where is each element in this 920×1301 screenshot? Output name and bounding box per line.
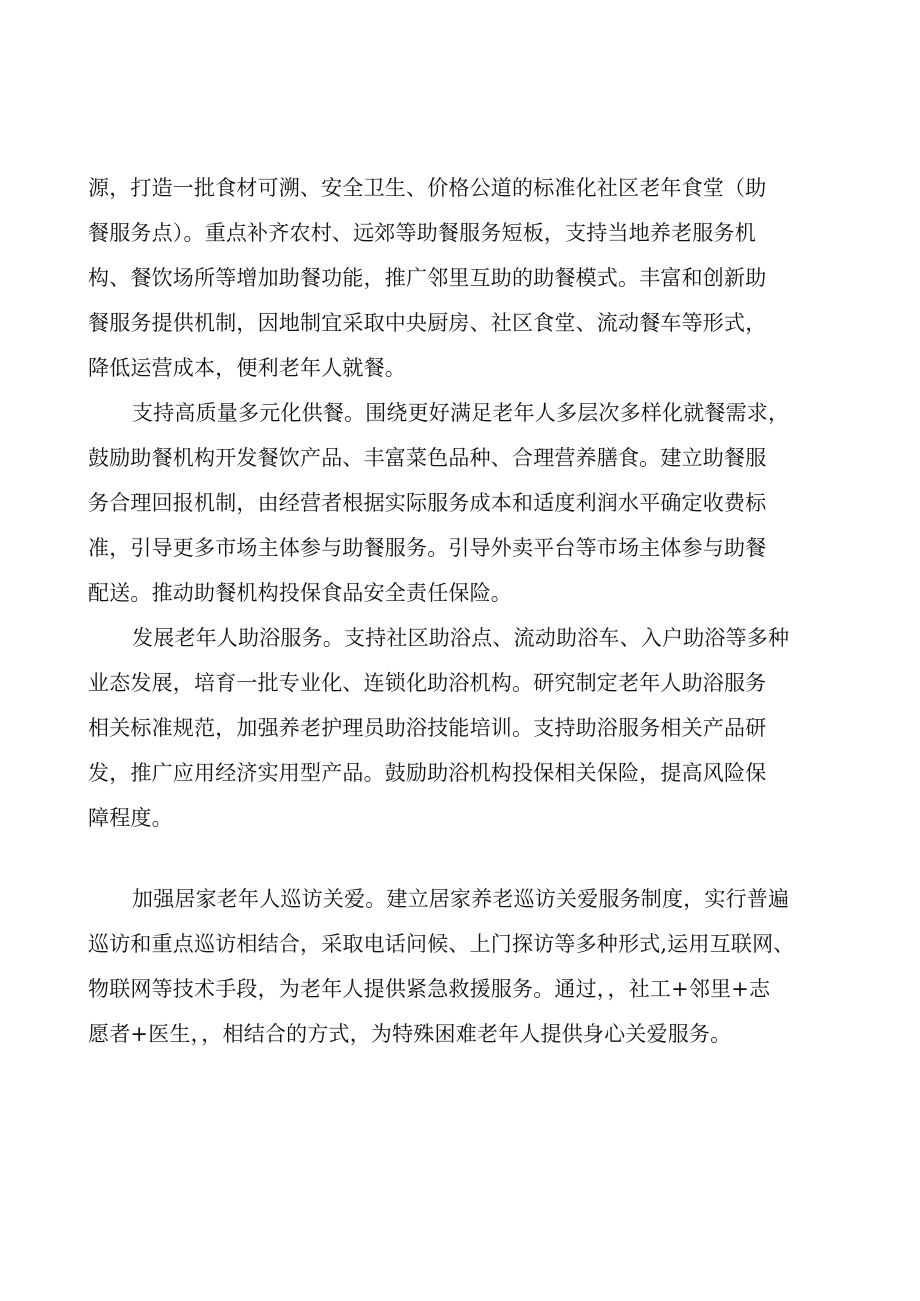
- paragraph-line: 愿者+医生，，相结合的方式，为特殊困难老年人提供身心关爱服务。: [88, 1022, 732, 1046]
- paragraph-line: 障程度。: [88, 806, 173, 830]
- paragraph-line: 餐服务提供机制，因地制宜采取中央厨房、社区食堂、流动餐车等形式，: [88, 311, 767, 335]
- paragraph-line: 巡访和重点巡访相结合，采取电话问候、上门探访等多种形式,运用互联网、: [88, 932, 795, 956]
- paragraph-line: 降低运营成本，便利老年人就餐。: [88, 356, 406, 380]
- paragraph-line: 业态发展，培育一批专业化、连锁化助浴机构。研究制定老年人助浴服务: [88, 671, 767, 695]
- paragraph-line: 发，推广应用经济实用型产品。鼓励助浴机构投保相关保险，提高风险保: [88, 761, 767, 785]
- paragraph-line: 源，打造一批食材可溯、安全卫生、价格公道的标准化社区老年食堂（助: [88, 176, 767, 200]
- paragraph-line: 相关标准规范，加强养老护理员助浴技能培训。支持助浴服务相关产品研: [88, 716, 767, 740]
- paragraph-line: 加强居家老年人巡访关爱。建立居家养老巡访关爱服务制度，实行普遍: [132, 887, 790, 911]
- document-body: [88, 166, 848, 1057]
- paragraph-diversified-meals: [88, 391, 848, 616]
- paragraph-line: 发展老年人助浴服务。支持社区助浴点、流动助浴车、入户助浴等多种: [132, 626, 790, 650]
- paragraph-meal-service-continued: [88, 166, 848, 391]
- paragraph-line: 配送。推动助餐机构投保食品安全责任保险。: [88, 581, 512, 605]
- paragraph-bathing-service: [88, 616, 848, 841]
- paragraph-line: 构、餐饮场所等增加助餐功能，推广邻里互助的助餐模式。丰富和创新助: [88, 266, 767, 290]
- paragraph-spacer: [88, 841, 848, 877]
- paragraph-line: 鼓励助餐机构开发餐饮产品、丰富菜色品种、合理营养膳食。建立助餐服: [88, 446, 767, 470]
- paragraph-visiting-care: [88, 877, 848, 1057]
- paragraph-line: 务合理回报机制，由经营者根据实际服务成本和适度利润水平确定收费标: [88, 491, 767, 515]
- paragraph-line: 餐服务点）。重点补齐农村、远郊等助餐服务短板，支持当地养老服务机: [88, 221, 756, 245]
- paragraph-line: 支持高质量多元化供餐。围绕更好满足老年人多层次多样化就餐需求，: [132, 401, 790, 425]
- paragraph-line: 物联网等技术手段，为老年人提供紧急救援服务。通过，，社工+邻里+志: [88, 977, 771, 1001]
- paragraph-line: 准，引导更多市场主体参与助餐服务。引导外卖平台等市场主体参与助餐: [88, 536, 767, 560]
